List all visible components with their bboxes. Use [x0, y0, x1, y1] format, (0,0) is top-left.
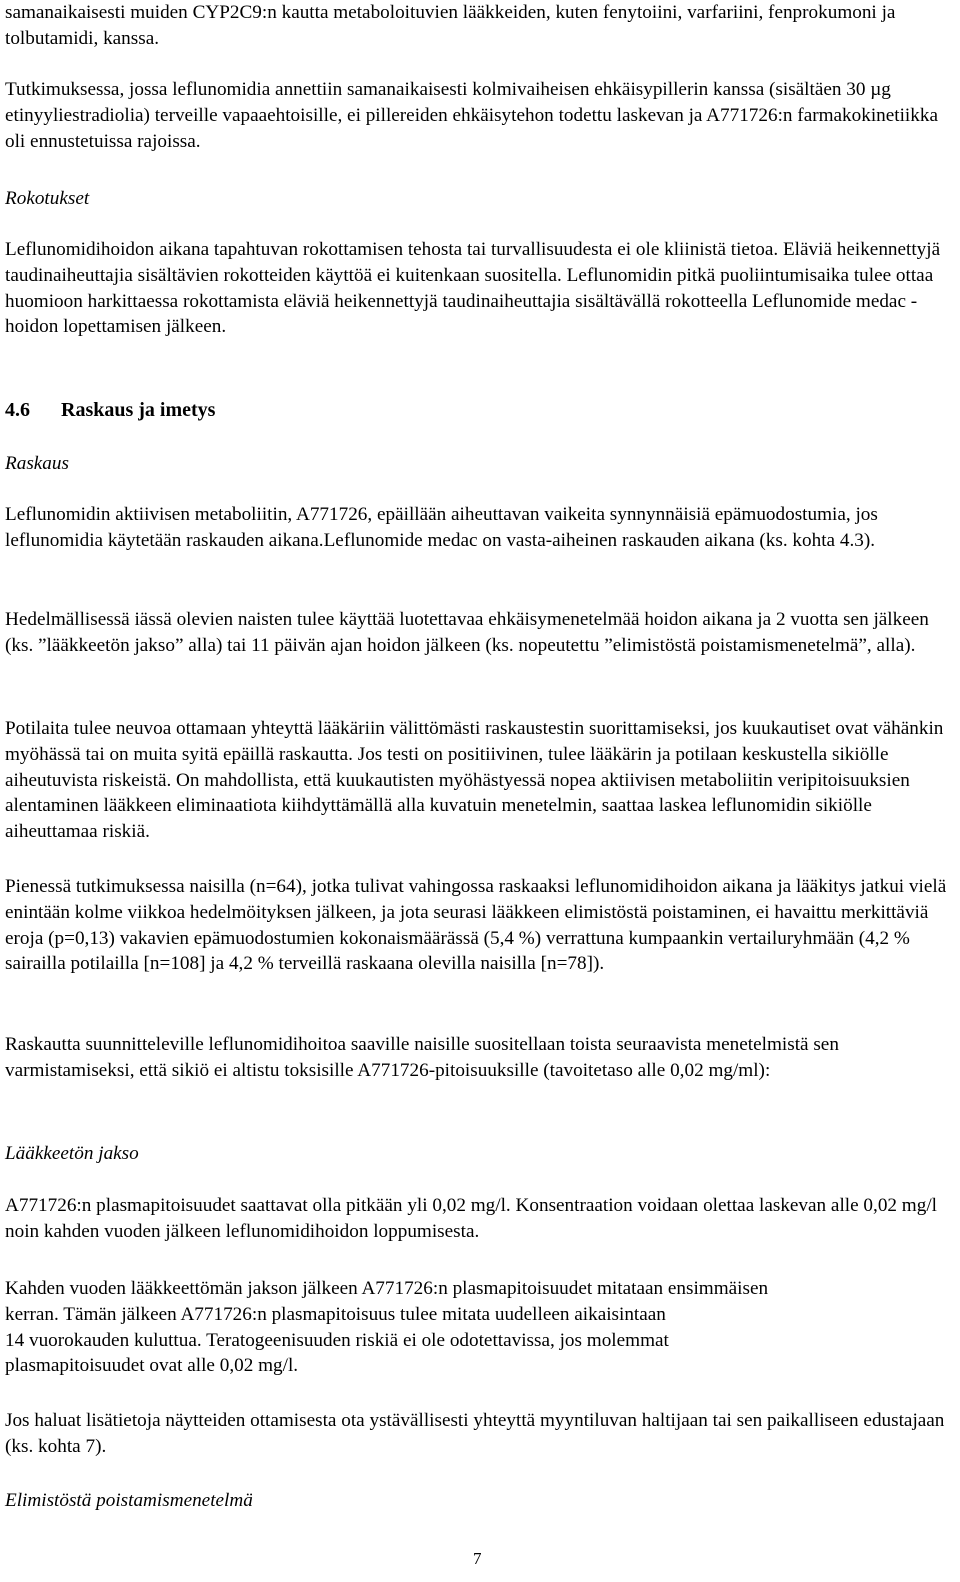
paragraph-plasma-measurement	[5, 1276, 950, 1379]
section-title: Raskaus ja imetys	[61, 399, 216, 421]
plasma-measurement-line-3: 14 vuorokauden kuluttua. Teratogeenisuuden riskiä ei ole odotettavissa, jos molemmat	[5, 1329, 669, 1351]
paragraph-contraceptive-study: Tutkimuksessa, jossa leflunomidia annettiin samanaikaisesti kolmivaiheisen ehkäisypillerin kanssa (sisältäen 30 µg etinyyliestradiolia) terveille vapaaehtoisille, ei pillereiden ehkäisytehon todettu laskevan ja A771726:n farmakokinetiikka oli ennustetuissa rajoissa.	[5, 79, 938, 152]
page-number: 7	[473, 1549, 482, 1568]
paragraph-further-information: Jos haluat lisätietoja näytteiden ottamisesta ota ystävällisesti yhteyttä myyntiluvan haltijaan tai sen paikalliseen edustajaan (ks. kohta 7).	[5, 1410, 945, 1457]
subheading-drug-free-period: Lääkkeetön jakso	[5, 1143, 139, 1164]
subheading-elimination-procedure: Elimistöstä poistamismenetelmä	[5, 1490, 253, 1511]
paragraph-pregnancy-study: Pienessä tutkimuksessa naisilla (n=64), jotka tulivat vahingossa raskaaksi leflunomidihoidon aikana ja lääkitys jatkui vielä enintään kolme viikkoa hedelmöityksen jälkeen, ja jota seurasi lääkkeen elimistöstä poistaminen, ei havaittu merkittäviä eroja (p=0,13) vakavien epämuodostumien kokonaismäärässä (5,4 %) verrattuna kumpaankin vertailuryhmään (4,2 % sairailla potilailla [n=108] ja 4,2 % terveillä raskaana olevilla naisilla [n=78]).	[5, 876, 947, 975]
paragraph-pregnancy-malformations: Leflunomidin aktiivisen metaboliitin, A771726, epäillään aiheuttavan vaikeita synnynnäisiä epämuodostumia, jos leflunomidia käytetään raskauden aikana.Leflunomide medac on vasta-aiheinen raskauden aikana (ks. kohta 4.3).	[5, 504, 878, 551]
paragraph-pregnancy-planning: Raskautta suunnitteleville leflunomidihoitoa saaville naisille suositellaan toista seuraavista menetelmistä sen varmistamiseksi, että sikiö ei altistu toksisille A771726-pitoisuuksille (tavoitetaso alle 0,02 mg/ml):	[5, 1034, 839, 1081]
plasma-measurement-line-4: plasmapitoisuudet ovat alle 0,02 mg/l.	[5, 1355, 299, 1377]
section-number: 4.6	[5, 399, 30, 421]
paragraph-drug-free-period: A771726:n plasmapitoisuudet saattavat olla pitkään yli 0,02 mg/l. Konsentraation voidaan olettaa laskevan alle 0,02 mg/l noin kahden vuoden jälkeen leflunomidihoidon loppumisesta.	[5, 1195, 937, 1242]
subheading-vaccinations: Rokotukset	[5, 188, 90, 209]
paragraph-pregnancy-test-advice: Potilaita tulee neuvoa ottamaan yhteyttä lääkäriin välittömästi raskaustestin suorittamiseksi, jos kuukautiset ovat vähänkin myöhässä tai on muita syitä epäillä raskautta. Jos testi on positiivinen, tulee lääkärin ja potilaan keskustella sikiölle aiheutuvista riskeistä. On mahdollista, että kuukautisten myöhästyessä nopea aktiivisen metaboliitin veripitoisuuksien alentaminen lääkkeen eliminaatiota kiihdyttämällä alla kuvatuin menetelmin, saattaa laskea leflunomidin sikiölle aiheuttamaa riskiä.	[5, 718, 944, 843]
subheading-pregnancy: Raskaus	[5, 453, 69, 474]
paragraph-vaccinations: Leflunomidihoidon aikana tapahtuvan rokottamisen tehosta tai turvallisuudesta ei ole kliinistä tietoa. Eläviä heikennettyjä taudinaiheuttajia sisältävien rokotteiden käyttöä ei kuitenkaan suositella. Leflunomidin pitkä puoliintumisaika tulee ottaa huomioon harkittaessa rokottamista eläviä heikennettyjä taudinaiheuttajia sisältävällä rokotteella Leflunomide medac -hoidon lopettamisen jälkeen.	[5, 239, 941, 338]
section-heading-4-6	[5, 398, 215, 424]
plasma-measurement-line-1: Kahden vuoden lääkkeettömän jakson jälkeen A771726:n plasmapitoisuudet mitataan ensimmäisen	[5, 1278, 769, 1299]
plasma-measurement-line-2: kerran. Tämän jälkeen A771726:n plasmapitoisuus tulee mitata uudelleen aikaisintaan	[5, 1303, 666, 1325]
paragraph-cyp2c9-interactions: samanaikaisesti muiden CYP2C9:n kautta metaboloituvien lääkkeiden, kuten fenytoiini, varfariini, fenprokumoni ja tolbutamidi, kanssa.	[5, 2, 896, 49]
paragraph-pregnancy-contraception: Hedelmällisessä iässä olevien naisten tulee käyttää luotettavaa ehkäisymenetelmää hoidon aikana ja 2 vuotta sen jälkeen (ks. ”lääkkeetön jakso” alla) tai 11 päivän ajan hoidon jälkeen (ks. nopeutettu ”elimistöstä poistamismenetelmä”, alla).	[5, 609, 929, 656]
